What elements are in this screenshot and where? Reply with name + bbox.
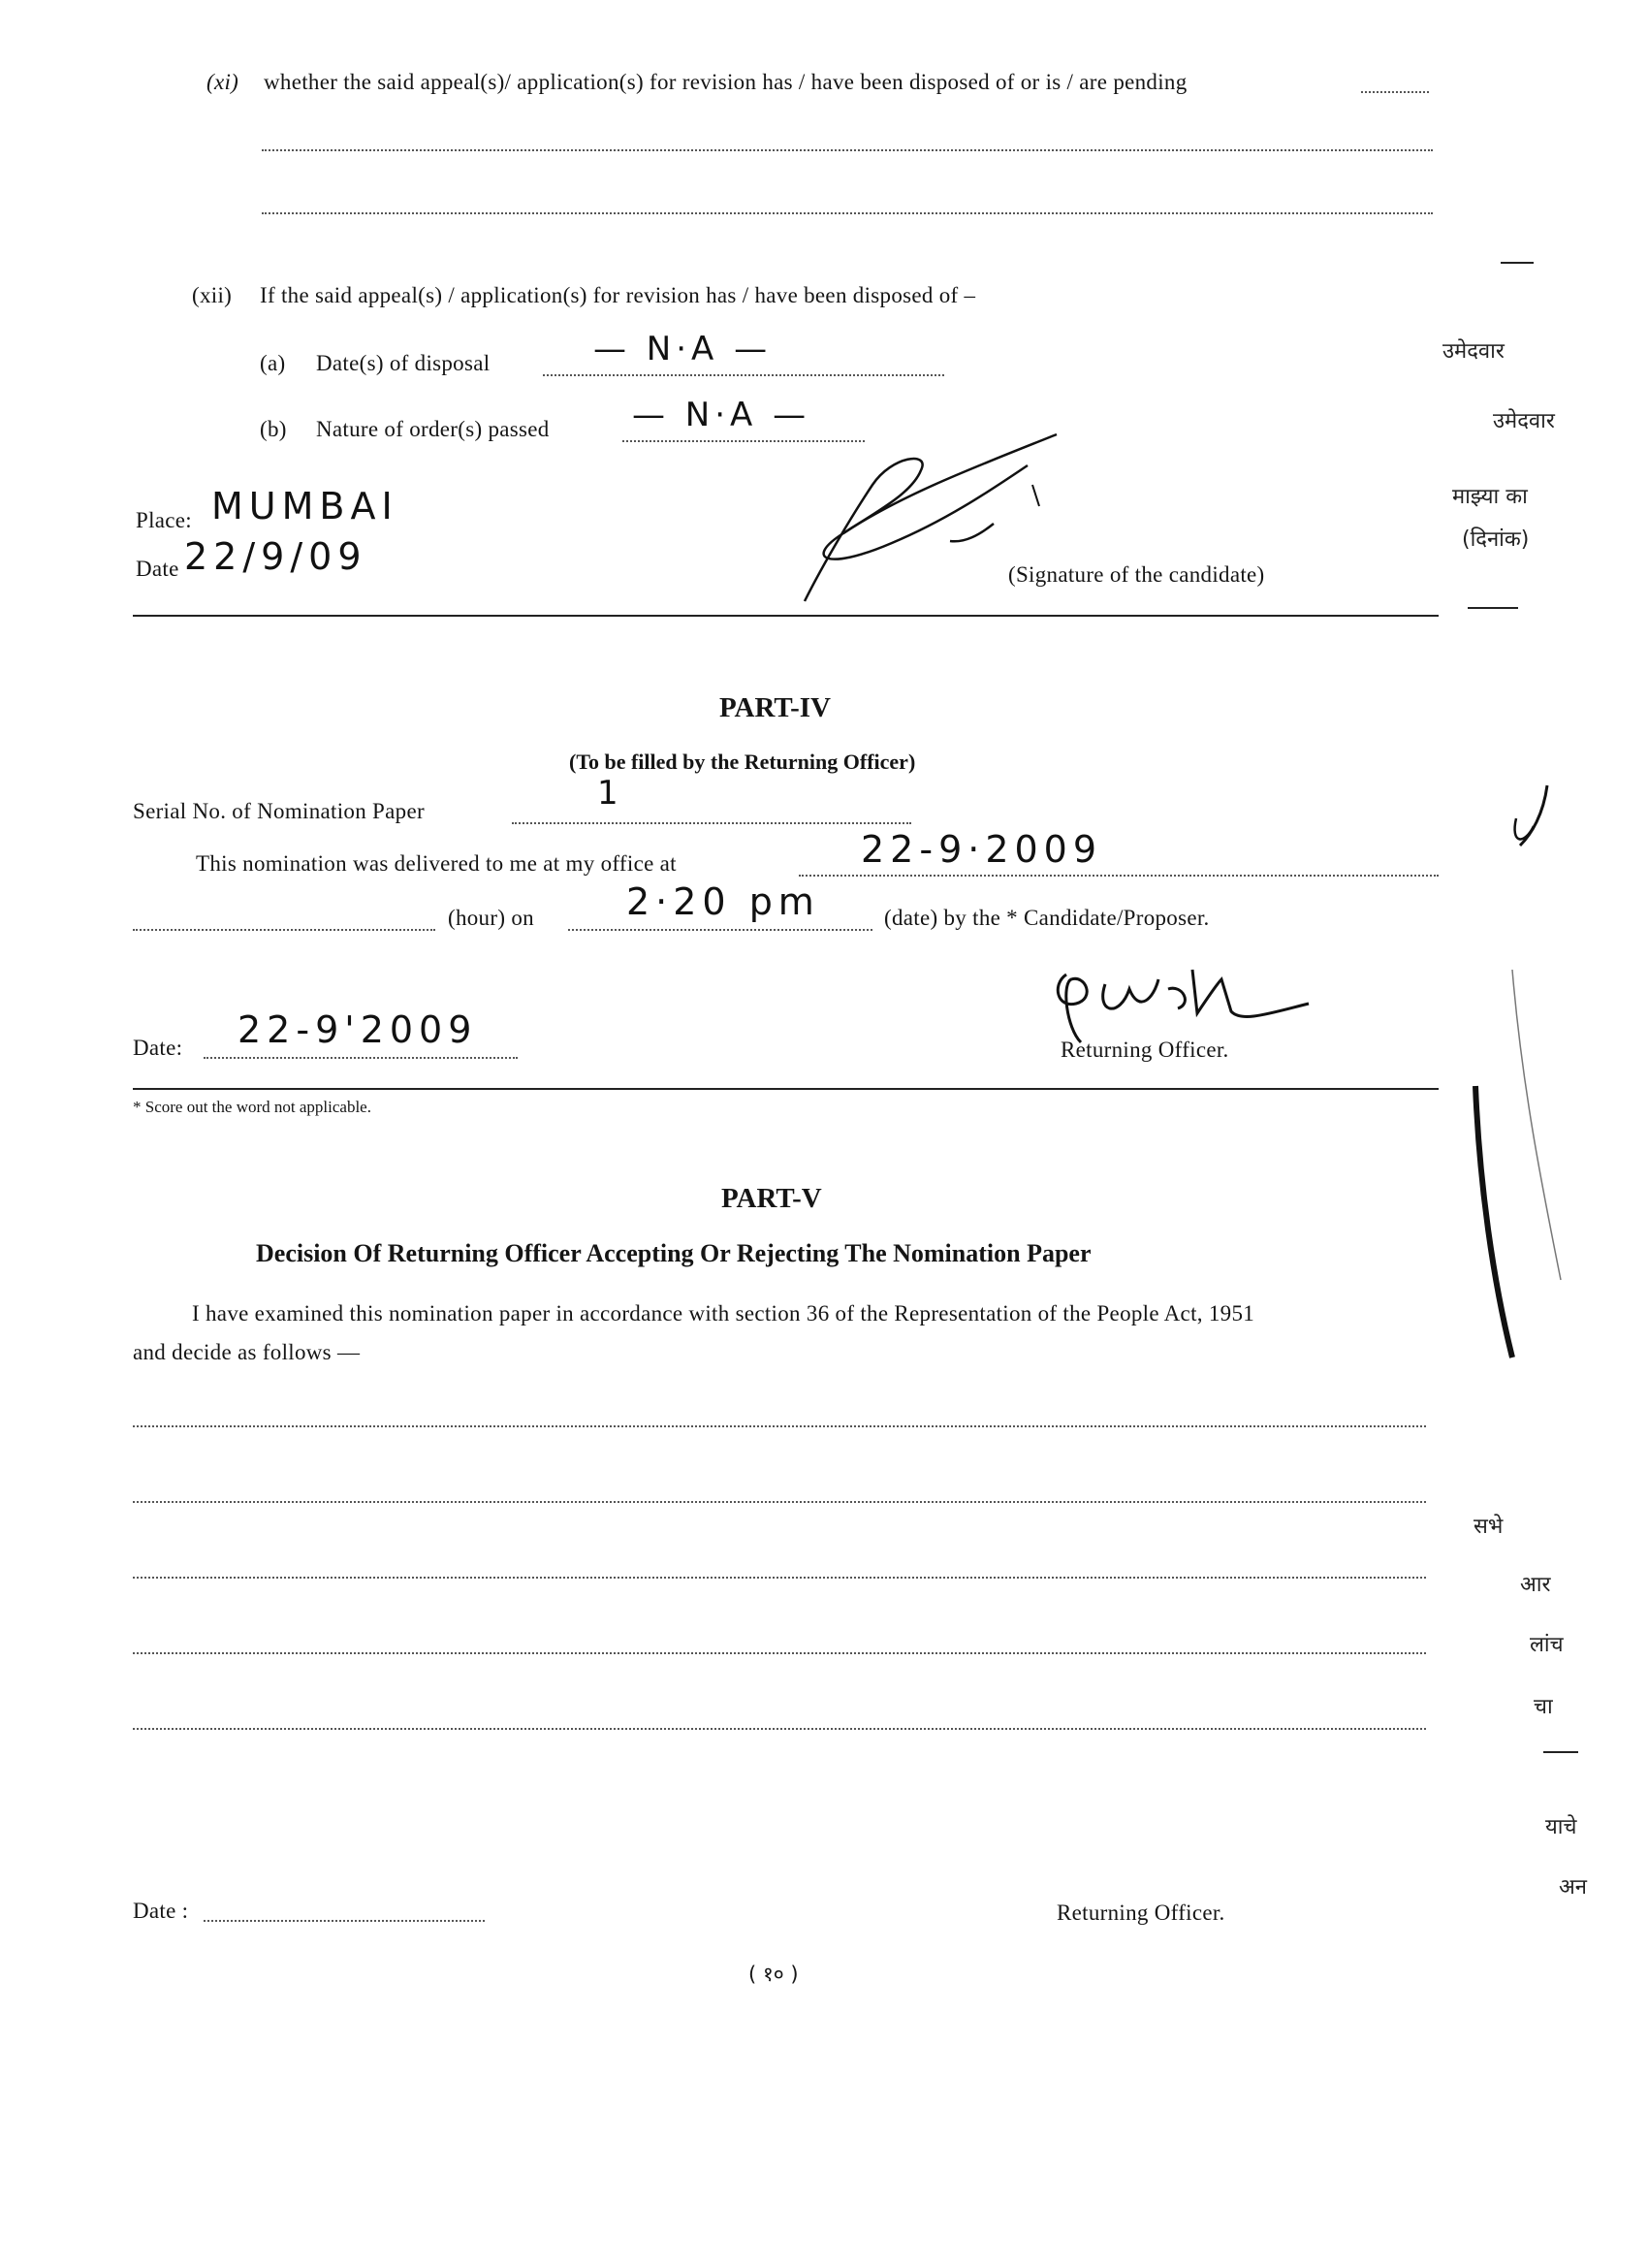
page-number: ( १० ) [748, 1963, 799, 1986]
margin-text-10: अन [1559, 1875, 1588, 1900]
item-xii-a-text: Date(s) of disposal [316, 351, 491, 375]
margin-text-2: उमेदवार [1493, 409, 1555, 433]
date-label-part3: Date [136, 557, 179, 581]
returning-officer-label-part5: Returning Officer. [1057, 1901, 1225, 1925]
date-value-part4: 22-9'2009 [238, 1008, 478, 1051]
margin-dash-1 [1501, 262, 1534, 264]
item-xi-text: whether the said appeal(s)/ application(s) for revision has / have been disposed of or is / are pending [264, 70, 1188, 94]
order-nature-value: — N·A — [632, 396, 811, 434]
hour-line [133, 929, 435, 931]
date-by-text: (date) by the * Candidate/Proposer. [884, 906, 1210, 930]
margin-text-1: उमेदवार [1442, 339, 1505, 364]
margin-text-4: (दिनांक) [1462, 527, 1530, 552]
margin-dash-2 [1468, 607, 1518, 609]
part5-paragraph-line1: I have examined this nomination paper in accordance with section 36 of the Representation of the People Act, 1951 [192, 1301, 1255, 1326]
date-label-part5: Date : [133, 1899, 189, 1923]
part5-subtitle: Decision Of Returning Officer Accepting Or Rejecting The Nomination Paper [256, 1239, 1092, 1267]
hour-value: 2·20 pm [626, 880, 820, 923]
part5-paragraph-line2: and decide as follows — [133, 1340, 361, 1364]
delivered-value: 22-9·2009 [861, 828, 1103, 871]
place-label: Place: [136, 508, 192, 532]
date-line-part4 [568, 929, 872, 931]
item-xii-text: If the said appeal(s) / application(s) for revision has / have been disposed of – [260, 283, 976, 307]
serial-value: 1 [597, 774, 623, 813]
serial-label: Serial No. of Nomination Paper [133, 799, 425, 823]
decision-line-4 [133, 1652, 1426, 1654]
margin-text-6: आर [1520, 1573, 1551, 1597]
disposal-date-line [543, 374, 944, 376]
margin-text-5: सभे [1474, 1515, 1504, 1539]
delivered-text: This nomination was delivered to me at my office at [196, 851, 677, 876]
item-xi-answer-line [1361, 91, 1429, 93]
delivered-line [799, 875, 1439, 877]
part5-title: PART-V [721, 1183, 822, 1214]
part4-subtitle: (To be filled by the Returning Officer) [569, 750, 916, 774]
section-divider-2 [133, 1088, 1439, 1090]
item-xii-b-text: Nature of order(s) passed [316, 417, 550, 441]
item-xi-answer-line-2 [262, 149, 1433, 151]
hour-label: (hour) on [448, 906, 534, 930]
item-xi-answer-line-3 [262, 212, 1433, 214]
date-line-part4-bottom [204, 1057, 518, 1059]
returning-officer-label-part4: Returning Officer. [1061, 1038, 1229, 1062]
decision-line-1 [133, 1425, 1426, 1427]
section-divider-1 [133, 615, 1439, 617]
margin-dash-3 [1543, 1751, 1578, 1753]
date-value-part3: 22/9/09 [184, 535, 367, 578]
item-xii-b-label: (b) [260, 417, 287, 441]
item-xii-a-label: (a) [260, 351, 286, 375]
date-line-part5 [204, 1920, 485, 1922]
disposal-date-value: — N·A — [593, 330, 773, 368]
decision-line-3 [133, 1577, 1426, 1579]
margin-text-8: चा [1534, 1695, 1553, 1719]
item-xi-number: (xi) [206, 70, 239, 94]
decision-line-5 [133, 1728, 1426, 1730]
margin-text-7: लांच [1530, 1633, 1564, 1657]
margin-binding-marks [1454, 776, 1590, 1454]
part4-title: PART-IV [719, 692, 831, 723]
margin-text-9: याचे [1545, 1815, 1577, 1839]
margin-text-3: माझ्या का [1452, 485, 1528, 509]
signature-caption: (Signature of the candidate) [1008, 562, 1265, 587]
footnote: * Score out the word not applicable. [133, 1098, 371, 1116]
item-xii-number: (xii) [192, 283, 233, 307]
date-label-part4: Date: [133, 1036, 183, 1060]
decision-line-2 [133, 1501, 1426, 1503]
place-value: MUMBAI [211, 485, 398, 527]
serial-line [512, 822, 911, 824]
